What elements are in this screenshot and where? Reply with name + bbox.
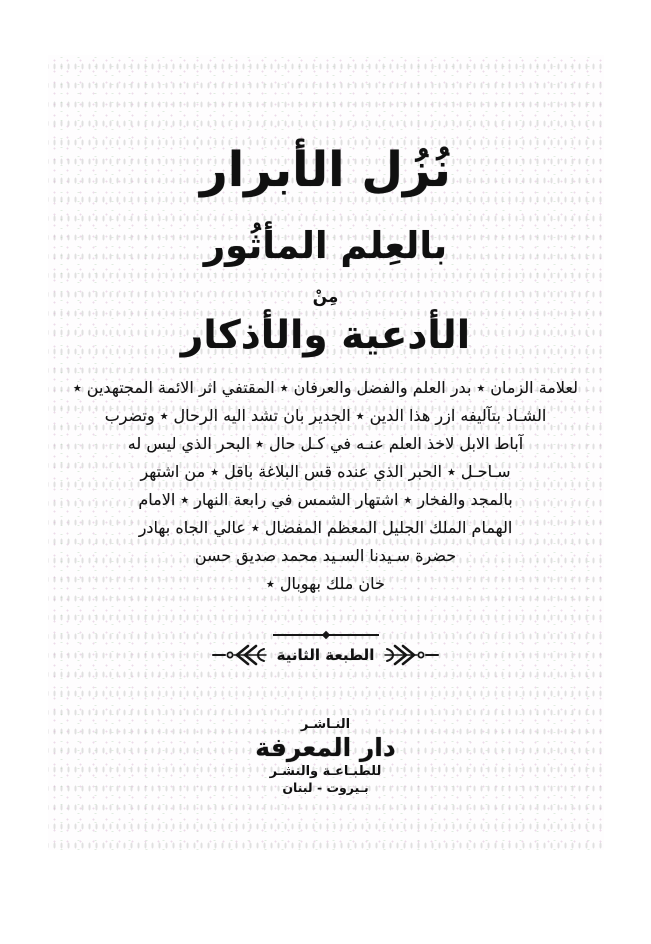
publisher-location: بـيروت - لبنان bbox=[282, 780, 369, 795]
publisher-name-logotype: دار المعرفة bbox=[255, 733, 396, 762]
author-name-line: حضرة سـيدنا السـيد محمد صديق حسن bbox=[194, 546, 457, 565]
publisher-label: النـاشـر bbox=[300, 717, 351, 732]
edition-label: الطبعة الثانية bbox=[276, 646, 375, 664]
book-title-sub: بالعِلم المأثُور bbox=[203, 224, 448, 267]
eulogy-line-6: الهمام الملك الجليل المعظم المفضال ٭ عالي الجاه بهادر bbox=[138, 518, 513, 537]
author-title-line: خان ملك بهوبال ٭ bbox=[266, 574, 385, 593]
publisher-activity: للطبـاعـة والنشـر bbox=[269, 764, 382, 779]
book-title-main: نُزُل الأبرار bbox=[200, 142, 451, 198]
author-eulogy-paragraph bbox=[40, 374, 611, 598]
fleuron-left-icon bbox=[212, 644, 270, 666]
title-connector-word: مِنْ bbox=[312, 287, 339, 307]
eulogy-line-1: لعلامة الزمان ٭ بدر العلم والفضل والعرفان ٭ المقتفي اثر الائمة المجتهدين ٭ bbox=[72, 378, 578, 397]
ornamental-divider-rule bbox=[273, 634, 379, 636]
eulogy-line-2: الشـاد بتآليفه ازر هذا الدين ٭ الجدير بان تشد اليه الرحال ٭ وتضرب bbox=[104, 406, 547, 425]
eulogy-line-4: سـاحـل ٭ الحبر الذي عنده قس البلاغة باقل ٭ من اشتهر bbox=[140, 462, 511, 481]
book-title-subject: الأدعية والأذكار bbox=[180, 313, 471, 358]
fleuron-right-icon bbox=[381, 644, 439, 666]
eulogy-line-5: بالمجد والفخار ٭ اشتهار الشمس في رابعة النهار ٭ الامام bbox=[138, 490, 513, 509]
divider-diamond-icon bbox=[321, 631, 329, 639]
eulogy-line-3: آباط الابل لاخذ العلم عنـه في كـل حال ٭ البحر الذي ليس له bbox=[127, 434, 524, 453]
edition-row bbox=[0, 644, 651, 666]
